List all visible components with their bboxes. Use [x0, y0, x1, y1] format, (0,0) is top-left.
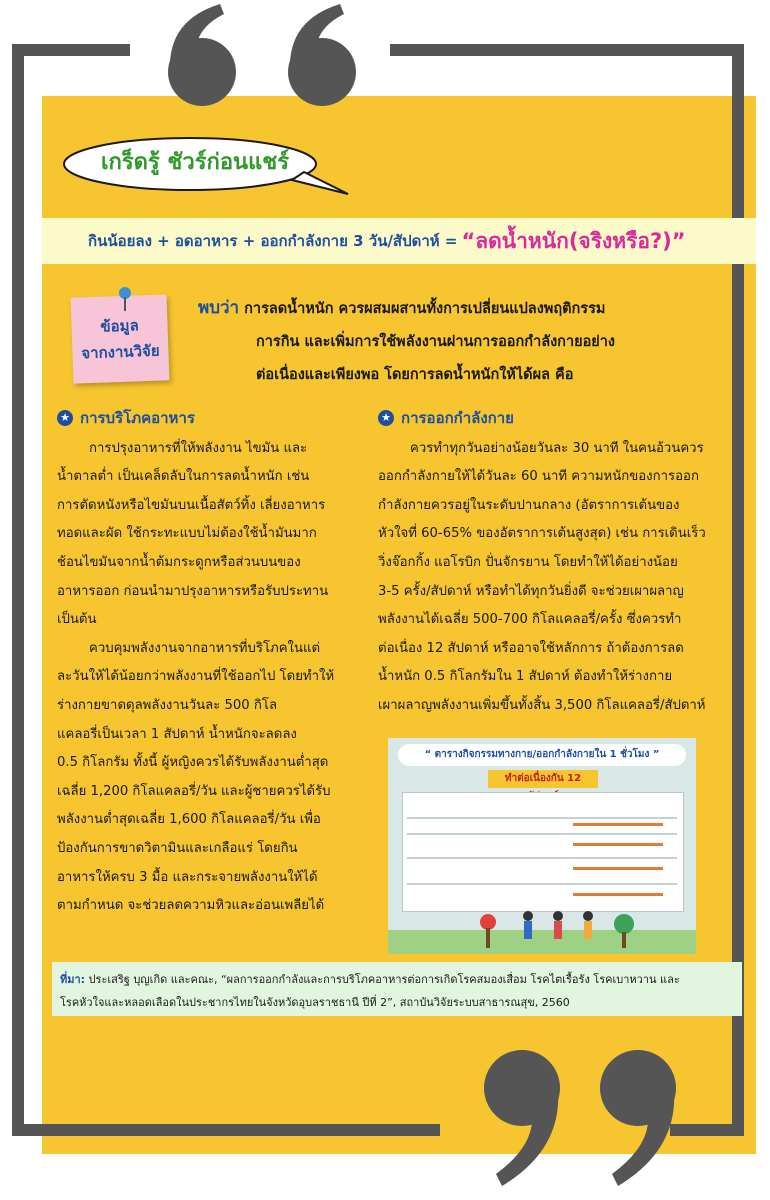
note-line-1: ข้อมูล	[100, 316, 140, 336]
finding-line-2: การกิน และเพิ่มการใช้พลังงานผ่านการออกกำลังกายอย่าง	[256, 334, 616, 350]
diet-line: น้ำตาลต่ำ เป็นเคล็ดลับในการลดน้ำหนัก เช่น	[57, 469, 310, 485]
table-image-rule	[407, 817, 677, 819]
diet-line: ควบคุมพลังงานจากอาหารที่บริโภคในแต่	[89, 640, 321, 656]
finding-line-1: พบว่า การลดน้ำหนัก ควรผสมผสานทั้งการเปลี่ยนแปลงพฤติกรรม	[198, 298, 606, 318]
exercise-line: ออกกำลังกายให้ได้วันละ 60 นาที ความหนักของการออก	[378, 469, 699, 485]
quote-close-icon	[462, 1040, 702, 1190]
exercise-figures-icon	[388, 908, 696, 954]
diet-line: ช้อนไขมันจากน้ำต้มกระดูกหรือส่วนบนของ	[57, 554, 301, 570]
source-citation	[52, 962, 742, 1016]
exercise-line: หัวใจที่ 60-65% ของอัตราการเต้นสูงสุด) เช่น การเดินเร็ว	[378, 526, 706, 542]
finding-block	[198, 292, 728, 392]
diet-line: อาหารออก ก่อนนำมาปรุงอาหารหรือรับประทาน	[57, 583, 329, 599]
diet-line: อาหารให้ครบ 3 มื้อ และกระจายพลังงานให้ได้	[57, 869, 318, 885]
source-line-1: ที่มา: ประเสริฐ บุญเกิด และคณะ, “ผลการออกกำลังและการบริโภคอาหารต่อการเกิดโรคสมองเสื่อม โรคไตเรื้อรัง โรคเบาหวาน และ	[60, 973, 680, 986]
table-image-subtitle: ทำต่อเนื่องกัน 12	[488, 770, 598, 788]
formula-text: กินน้อยลง + อดอาหาร + ออกกำลังกาย 3 วัน/สัปดาห์ =	[88, 232, 458, 250]
bubble-title: เกร็ดรู้ ชัวร์ก่อนแชร์	[100, 150, 290, 175]
diet-line: แคลอรี่เป็นเวลา 1 สัปดาห์ น้ำหนักจะลดลง	[57, 726, 297, 742]
diet-heading: ★ การบริโภคอาหาร	[57, 404, 387, 433]
diet-line: พลังงานต่ำสุดเฉลี่ย 1,600 กิโลแคลอรี่/วัน เพื่อ	[57, 812, 321, 828]
diet-line: ตามกำหนด จะช่วยลดความหิวและอ่อนเพลียได้	[57, 898, 325, 914]
formula-result: “ลดน้ำหนัก(จริงหรือ?)”	[461, 228, 686, 253]
diet-line: การปรุงอาหารที่ให้พลังงาน ไขมัน และ	[89, 440, 308, 456]
diet-line: เป็นต้น	[57, 612, 97, 628]
diet-line: เฉลี่ย 1,200 กิโลแคลอรี่/วัน และผู้ชายควรได้รับ	[57, 783, 331, 799]
table-image-values	[573, 893, 663, 896]
table-image-rule	[407, 883, 677, 885]
source-label: ที่มา:	[60, 973, 86, 986]
exercise-line: วิ่งจ๊อกกิ้ง แอโรบิก ปั่นจักรยาน โดยทำให้ได้อย่างน้อย	[378, 554, 678, 570]
table-image-rule	[407, 857, 677, 859]
exercise-heading: ★ การออกกำลังกาย	[378, 404, 708, 433]
activity-table-image	[388, 738, 696, 954]
finding-line-3: ต่อเนื่องและเพียงพอ โดยการลดน้ำหนักให้ได้ผล คือ	[256, 367, 574, 383]
formula-banner	[42, 218, 756, 264]
exercise-line: เผาผลาญพลังงานเพิ่มขึ้นทั้งสิ้น 3,500 กิโลแคลอรี่/สัปดาห์	[378, 697, 706, 713]
star-icon: ★	[57, 410, 73, 426]
exercise-line: ควรทำทุกวันอย่างน้อยวันละ 30 นาที ในคนอ้วนควร	[410, 440, 704, 456]
exercise-line: พลังงานได้เฉลี่ย 500-700 กิโลแคลอรี่/ครั้ง ซึ่งควรทำ	[378, 612, 682, 628]
star-icon: ★	[378, 410, 394, 426]
table-image-values	[573, 823, 663, 826]
push-pin-icon	[116, 286, 134, 312]
quote-open-icon	[140, 0, 400, 110]
exercise-line: ต่อเนื่อง 12 สัปดาห์ หรืออาจใช้หลักการ ถ้าต้องการลด	[378, 640, 684, 656]
source-line-2: โรคหัวใจและหลอดเลือดในประชากรไทยในจังหวัดอุบลราชธานี ปีที่ 2”, สถาบันวิจัยระบบสาธารณสุข, 2560	[60, 996, 570, 1009]
table-image-rule	[407, 833, 677, 835]
diet-line: ทอดและผัด ใช้กระทะแบบไม่ต้องใช้น้ำมันมาก	[57, 526, 317, 542]
finding-label: พบว่า	[198, 298, 240, 318]
table-image-values	[573, 867, 663, 870]
exercise-line: น้ำหนัก 0.5 กิโลกรัมใน 1 สัปดาห์ ต้องทำให้ร่างกาย	[378, 669, 673, 685]
table-image-grid	[402, 792, 684, 912]
diet-line: ละวันให้ได้น้อยกว่าพลังงานที่ใช้ออกไป โดยทำให้	[57, 669, 335, 685]
exercise-column	[378, 404, 708, 721]
table-image-values	[573, 843, 663, 846]
diet-line: ร่างกายขาดดุลพลังงานวันละ 500 กิโล	[57, 697, 278, 713]
diet-column	[57, 404, 387, 921]
diet-line: 0.5 กิโลกรัม ทั้งนี้ ผู้หญิงควรได้รับพลังงานต่ำสุด	[57, 755, 329, 771]
table-image-title: “ ตารางกิจกรรมทางกาย/ออกกำลังกายใน 1 ชั่วโมง ”	[398, 744, 686, 766]
diet-line: ป้องกันการขาดวิตามินและเกลือแร่ โดยกิน	[57, 840, 298, 856]
exercise-line: กำลังกายควรอยู่ในระดับปานกลาง (อัตราการเต้นของ	[378, 497, 680, 513]
diet-line: การตัดหนังหรือไขมันบนเนื้อสัตว์ทิ้ง เลี่ยงอาหาร	[57, 497, 326, 513]
exercise-line: 3-5 ครั้ง/สัปดาห์ หรือทำได้ทุกวันยิ่งดี จะช่วยเผาผลาญ	[378, 583, 684, 599]
note-line-2: จากงานวิจัย	[81, 341, 160, 363]
